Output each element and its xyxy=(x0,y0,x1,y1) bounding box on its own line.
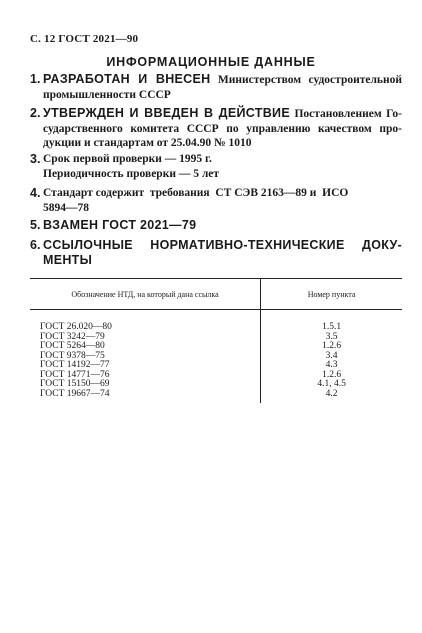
clause-cell: 4.2 xyxy=(325,388,338,399)
item-text: Срок первой проверки — 1995 г. xyxy=(43,153,212,165)
clause-cell: 1.2.6 xyxy=(322,369,342,380)
clause-cell: 3.4 xyxy=(325,350,338,361)
item-text: Стандарт содержит требования СТ СЭВ 2163—89 и ИСО xyxy=(43,187,349,199)
page-header: С. 12 ГОСТ 2021—90 xyxy=(30,33,139,45)
doc-cell: ГОСТ 14192—77 xyxy=(30,361,261,371)
doc-cell: ГОСТ 3242—79 xyxy=(30,333,261,343)
section-title: ИНФОРМАЦИОННЫЕ ДАННЫЕ xyxy=(106,55,316,69)
item-text: Периодичность проверки — 5 лет xyxy=(43,167,220,180)
item-text: дукции и стандартам от 25.04.90 № 1010 xyxy=(43,137,252,149)
doc-cell: ГОСТ 26.020—80 xyxy=(30,323,261,333)
item-text: 5894—78 xyxy=(43,201,89,214)
item-text: МЕНТЫ xyxy=(43,252,93,267)
doc-cell: ГОСТ 5264—80 xyxy=(30,342,261,352)
column-header-document: Обозначение НТД, на который дана ссылка xyxy=(30,279,261,310)
info-item-3 xyxy=(30,152,402,181)
info-item-4 xyxy=(30,186,402,215)
item-text-line xyxy=(43,106,402,122)
doc-cell: ГОСТ 19667—74 xyxy=(30,390,261,400)
item-number: 6. xyxy=(30,238,41,252)
item-text: Министерством судостроительной xyxy=(217,74,402,86)
doc-cell: ГОСТ 9378—75 xyxy=(30,352,261,362)
doc-cell: ГОСТ 14771—76 xyxy=(30,371,261,381)
info-item-1 xyxy=(30,72,402,102)
item-text-line xyxy=(43,72,402,88)
item-text: сударственного комитета СССР по управлению качеством про- xyxy=(43,122,402,135)
item-lead: УТВЕРЖДЕН И ВВЕДЕН В ДЕЙСТВИЕ xyxy=(43,106,290,120)
reference-table xyxy=(30,278,402,403)
item-text: ССЫЛОЧНЫЕ НОРМАТИВНО-ТЕХНИЧЕСКИЕ ДОКУ- xyxy=(43,238,402,252)
info-item-6 xyxy=(30,238,402,267)
item-number: 5. xyxy=(30,218,41,232)
item-number: 1. xyxy=(30,72,41,86)
clause-cell: 4.3 xyxy=(325,360,338,370)
info-item-2 xyxy=(30,106,402,151)
item-text: ВЗАМЕН ГОСТ 2021—79 xyxy=(43,218,197,232)
clause-cell: 1.2.6 xyxy=(322,341,342,351)
clause-cell: 4.1, 4.5 xyxy=(317,379,346,389)
item-number: 4. xyxy=(30,186,41,200)
doc-cell: ГОСТ 15150—69 xyxy=(30,380,261,390)
clause-cell: 1.5.1 xyxy=(322,322,342,332)
column-header-clause: Номер пункта xyxy=(261,279,402,310)
info-item-5 xyxy=(30,218,402,233)
item-text: Постановлением Го- xyxy=(294,108,402,120)
item-text: промышленности СССР xyxy=(43,88,171,101)
table-header-row xyxy=(30,279,402,310)
table-row xyxy=(30,390,402,400)
clause-cell: 3.5 xyxy=(325,331,338,342)
item-lead: РАЗРАБОТАН И ВНЕСЕН xyxy=(43,72,211,86)
item-number: 3. xyxy=(30,152,41,166)
item-number: 2. xyxy=(30,106,41,120)
